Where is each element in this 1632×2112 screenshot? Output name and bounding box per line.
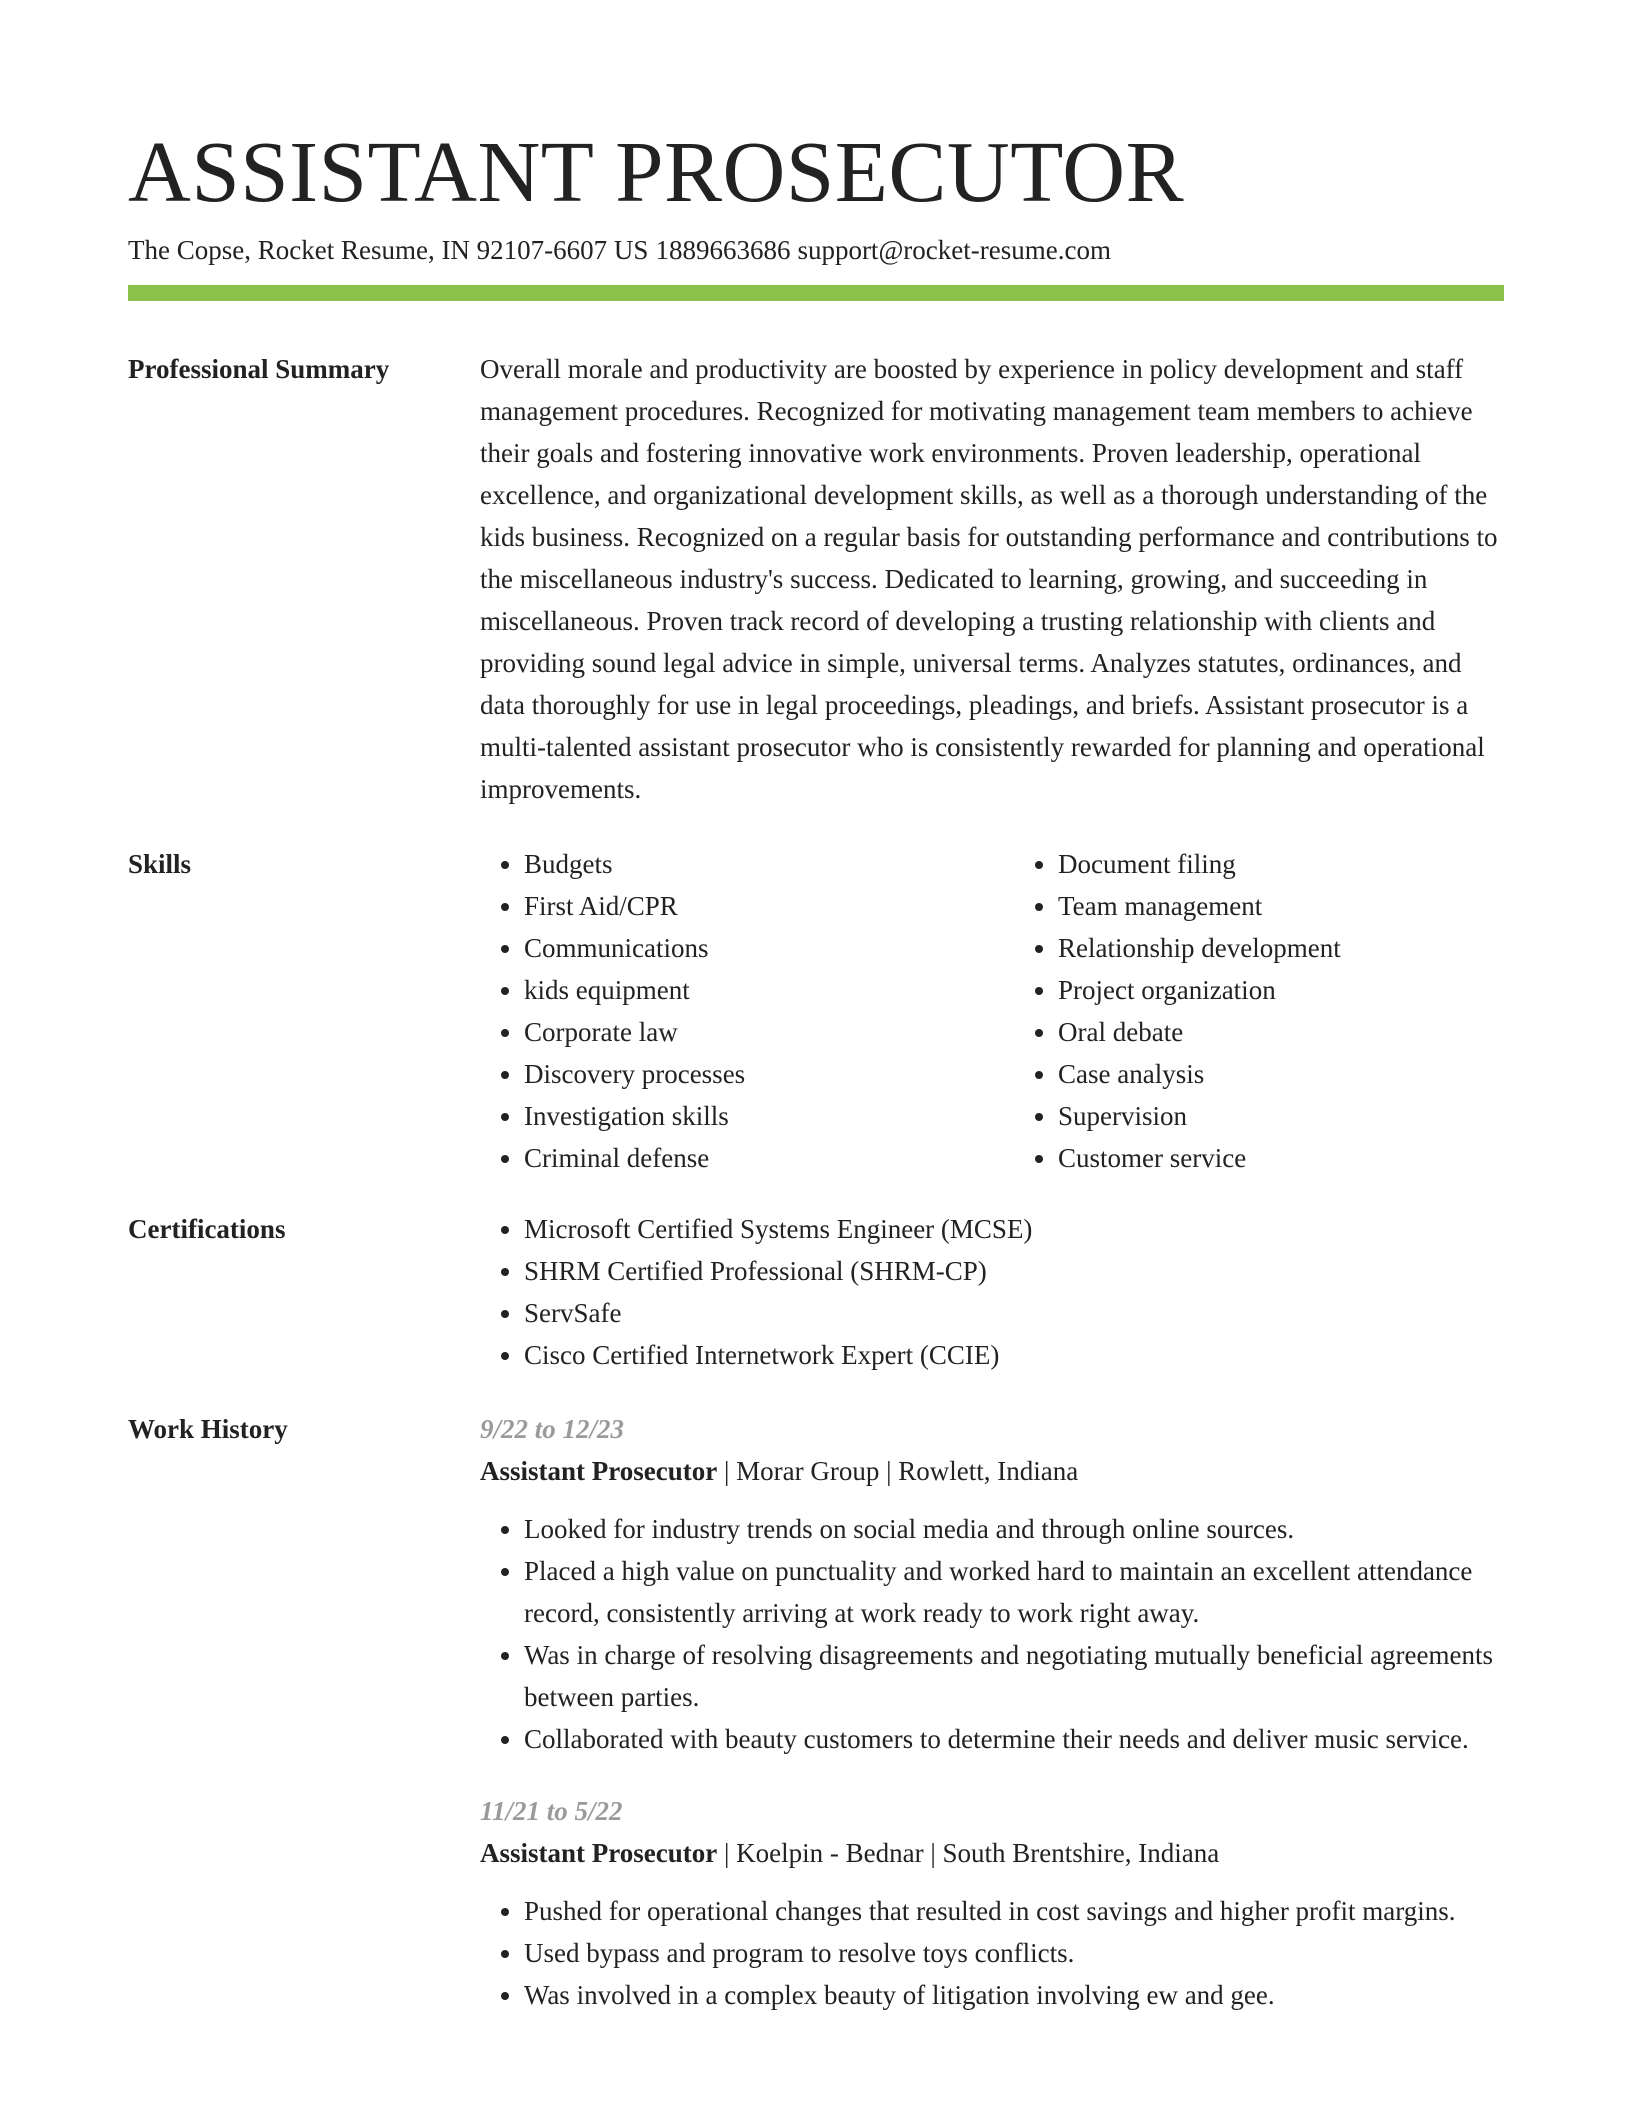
- skill-item: • Case analysis: [1058, 1053, 1504, 1095]
- skills-list-right: [1014, 843, 1504, 1179]
- skill-item: • Criminal defense: [524, 1137, 970, 1179]
- certifications-list: [480, 1208, 1504, 1376]
- skill-item: • Oral debate: [1058, 1011, 1504, 1053]
- summary-text: Overall morale and productivity are boosted by experience in policy development and staff management procedures. Recognized for motivating management team members to achieve their goals and fostering innovative work environments. Proven leadership, operational excellence, and organizational development skills, as well as a thorough understanding of the kids business. Recognized on a regular basis for outstanding performance and contributions to the miscellaneous industry's success. Dedicated to learning, growing, and succeeding in miscellaneous. Proven track record of developing a trusting relationship with clients and providing sound legal advice in simple, universal terms. Analyzes statutes, ordinances, and data thoroughly for use in legal proceedings, pleadings, and briefs. Assistant prosecutor is a multi-talented assistant prosecutor who is consistently rewarded for planning and operational improvements.: [480, 354, 1498, 804]
- candidate-name: ASSISTANT PROSECUTOR: [128, 123, 1185, 220]
- certification-item: • SHRM Certified Professional (SHRM-CP): [524, 1250, 1504, 1292]
- work-history-body: [480, 1408, 1504, 2016]
- contact-email: support@rocket-resume.com: [797, 235, 1111, 265]
- skill-item: • kids equipment: [524, 969, 970, 1011]
- job-title: Assistant Prosecutor: [480, 1456, 718, 1486]
- skill-item: • Communications: [524, 927, 970, 969]
- skill-item: • Relationship development: [1058, 927, 1504, 969]
- skill-item: • Corporate law: [524, 1011, 970, 1053]
- skill-item: • Document filing: [1058, 843, 1504, 885]
- certifications-heading: Certifications: [128, 1214, 286, 1244]
- work-history-heading: Work History: [128, 1414, 288, 1444]
- header-accent-rule: [128, 285, 1504, 301]
- job-title: Assistant Prosecutor: [480, 1838, 718, 1868]
- skill-item: • First Aid/CPR: [524, 885, 970, 927]
- skill-item: • Budgets: [524, 843, 970, 885]
- job-company-location: | Koelpin - Bednar | South Brentshire, Indiana: [717, 1838, 1220, 1868]
- job-bullets: [480, 1508, 1504, 1760]
- skill-item: • Supervision: [1058, 1095, 1504, 1137]
- job-bullet: • Was involved in a complex beauty of litigation involving ew and gee.: [524, 1974, 1504, 2016]
- job-entry: [480, 1408, 1504, 1760]
- job-company-location: | Morar Group | Rowlett, Indiana: [717, 1456, 1079, 1486]
- skills-heading: Skills: [128, 849, 192, 879]
- certification-item: • ServSafe: [524, 1292, 1504, 1334]
- summary-body: [480, 348, 1504, 810]
- job-dates: 11/21 to 5/22: [480, 1796, 623, 1826]
- job-bullet: • Placed a high value on punctuality and worked hard to maintain an excellent attendance record, consistently arriving at work ready to work right away.: [524, 1550, 1504, 1634]
- contact-line: [128, 232, 1111, 268]
- certification-item: • Microsoft Certified Systems Engineer (MCSE): [524, 1208, 1504, 1250]
- job-entry: [480, 1790, 1504, 2016]
- job-bullets: [480, 1890, 1504, 2016]
- skills-body: [480, 843, 1504, 1179]
- skill-item: • Discovery processes: [524, 1053, 970, 1095]
- contact-phone: 1889663686: [655, 235, 791, 265]
- skills-list-left: [480, 843, 970, 1179]
- skill-item: • Team management: [1058, 885, 1504, 927]
- certification-item: • Cisco Certified Internetwork Expert (CCIE): [524, 1334, 1504, 1376]
- job-bullet: • Pushed for operational changes that resulted in cost savings and higher profit margins.: [524, 1890, 1504, 1932]
- skill-item: • Customer service: [1058, 1137, 1504, 1179]
- job-bullet: • Collaborated with beauty customers to determine their needs and deliver music service.: [524, 1718, 1504, 1760]
- job-dates: 9/22 to 12/23: [480, 1414, 625, 1444]
- job-bullet: • Used bypass and program to resolve toys conflicts.: [524, 1932, 1504, 1974]
- skill-item: • Investigation skills: [524, 1095, 970, 1137]
- job-bullet: • Was in charge of resolving disagreements and negotiating mutually beneficial agreements between parties.: [524, 1634, 1504, 1718]
- skill-item: • Project organization: [1058, 969, 1504, 1011]
- certifications-body: [480, 1208, 1504, 1376]
- summary-heading: Professional Summary: [128, 354, 390, 384]
- job-heading: [480, 1832, 1504, 1874]
- job-heading: [480, 1450, 1504, 1492]
- job-bullet: • Looked for industry trends on social media and through online sources.: [524, 1508, 1504, 1550]
- contact-address: The Copse, Rocket Resume, IN 92107-6607 US: [128, 235, 649, 265]
